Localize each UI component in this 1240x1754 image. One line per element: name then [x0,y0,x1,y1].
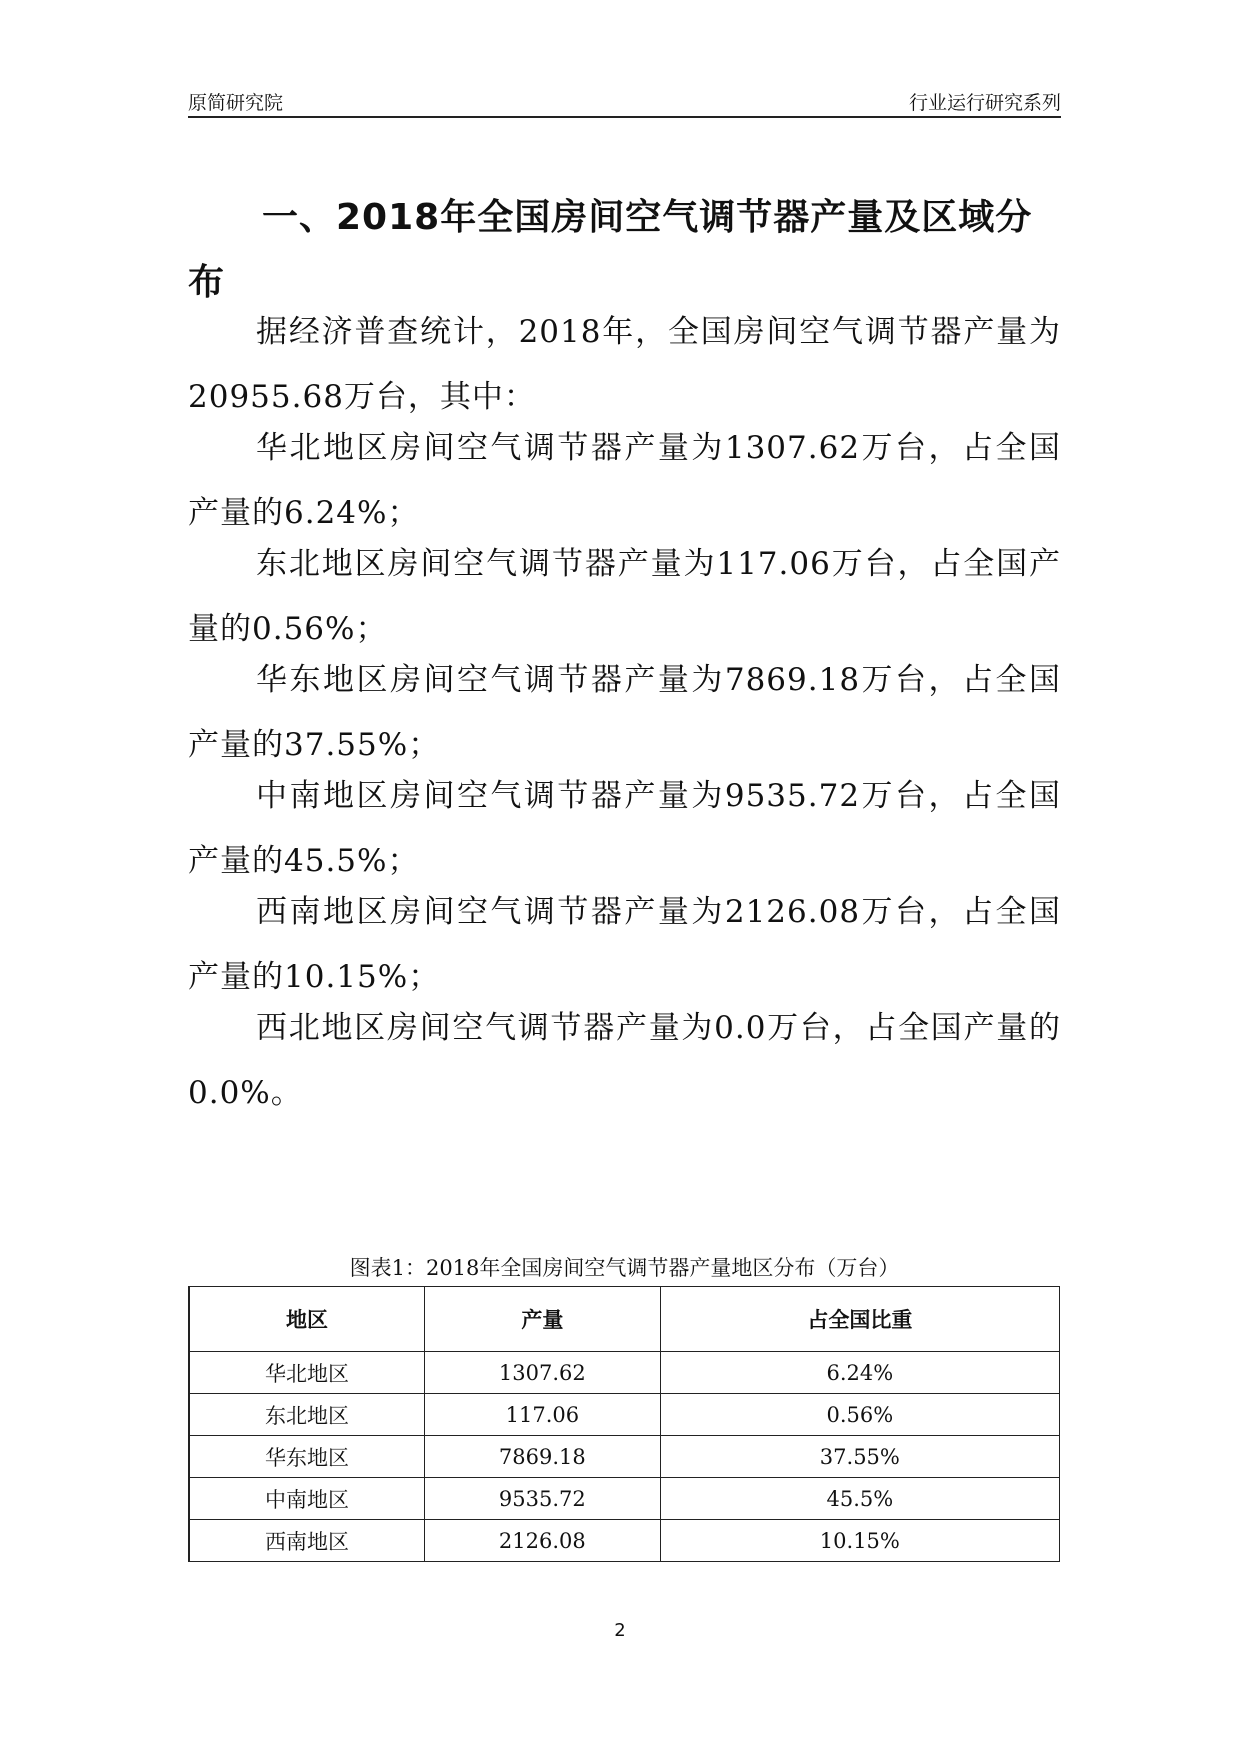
cell-region: 华北地区 [189,1352,425,1394]
paragraph-huabei: 华北地区房间空气调节器产量为1307.62万台，占全国产量的6.24%； [188,430,1061,531]
cell-output: 7869.18 [425,1436,661,1478]
production-table [188,1286,1060,1562]
cell-output: 9535.72 [425,1478,661,1520]
page-number: 2 [614,1620,626,1641]
paragraph-xibei: 西北地区房间空气调节器产量为0.0万台，占全国产量的0.0%。 [188,1010,1061,1111]
cell-share: 45.5% [660,1478,1059,1520]
paragraph-zhongnan: 中南地区房间空气调节器产量为9535.72万台，占全国产量的45.5%； [188,778,1061,879]
header-series-name: 行业运行研究系列 [908,92,1061,114]
cell-output: 1307.62 [425,1352,661,1394]
table-header-row [189,1287,1060,1352]
cell-share: 6.24% [660,1352,1059,1394]
page-header [188,86,1061,118]
cell-output: 117.06 [425,1394,661,1436]
cell-region: 华东地区 [189,1436,425,1478]
paragraph-dongbei: 东北地区房间空气调节器产量为117.06万台，占全国产量的0.56%； [188,546,1061,647]
cell-output: 2126.08 [425,1520,661,1562]
cell-share: 37.55% [660,1436,1059,1478]
header-share: 占全国比重 [660,1287,1059,1352]
table-caption: 图表1：2018年全国房间空气调节器产量地区分布（万台） [349,1256,900,1280]
cell-region: 西南地区 [189,1520,425,1562]
table-row [189,1394,1060,1436]
header-output: 产量 [425,1287,661,1352]
intro-paragraph: 据经济普查统计，2018年，全国房间空气调节器产量为20955.68万台，其中： [188,314,1061,415]
table-row [189,1352,1060,1394]
header-region: 地区 [189,1287,425,1352]
table-row [189,1520,1060,1562]
table-row [189,1478,1060,1520]
cell-share: 10.15% [660,1520,1059,1562]
table-row [189,1436,1060,1478]
header-org-name: 原简研究院 [188,92,284,114]
paragraph-xinan: 西南地区房间空气调节器产量为2126.08万台，占全国产量的10.15%； [188,894,1061,995]
cell-share: 0.56% [660,1394,1059,1436]
section-title: 一、2018年全国房间空气调节器产量及区域分布 [188,197,1033,303]
cell-region: 中南地区 [189,1478,425,1520]
paragraph-huadong: 华东地区房间空气调节器产量为7869.18万台，占全国产量的37.55%； [188,662,1061,763]
cell-region: 东北地区 [189,1394,425,1436]
